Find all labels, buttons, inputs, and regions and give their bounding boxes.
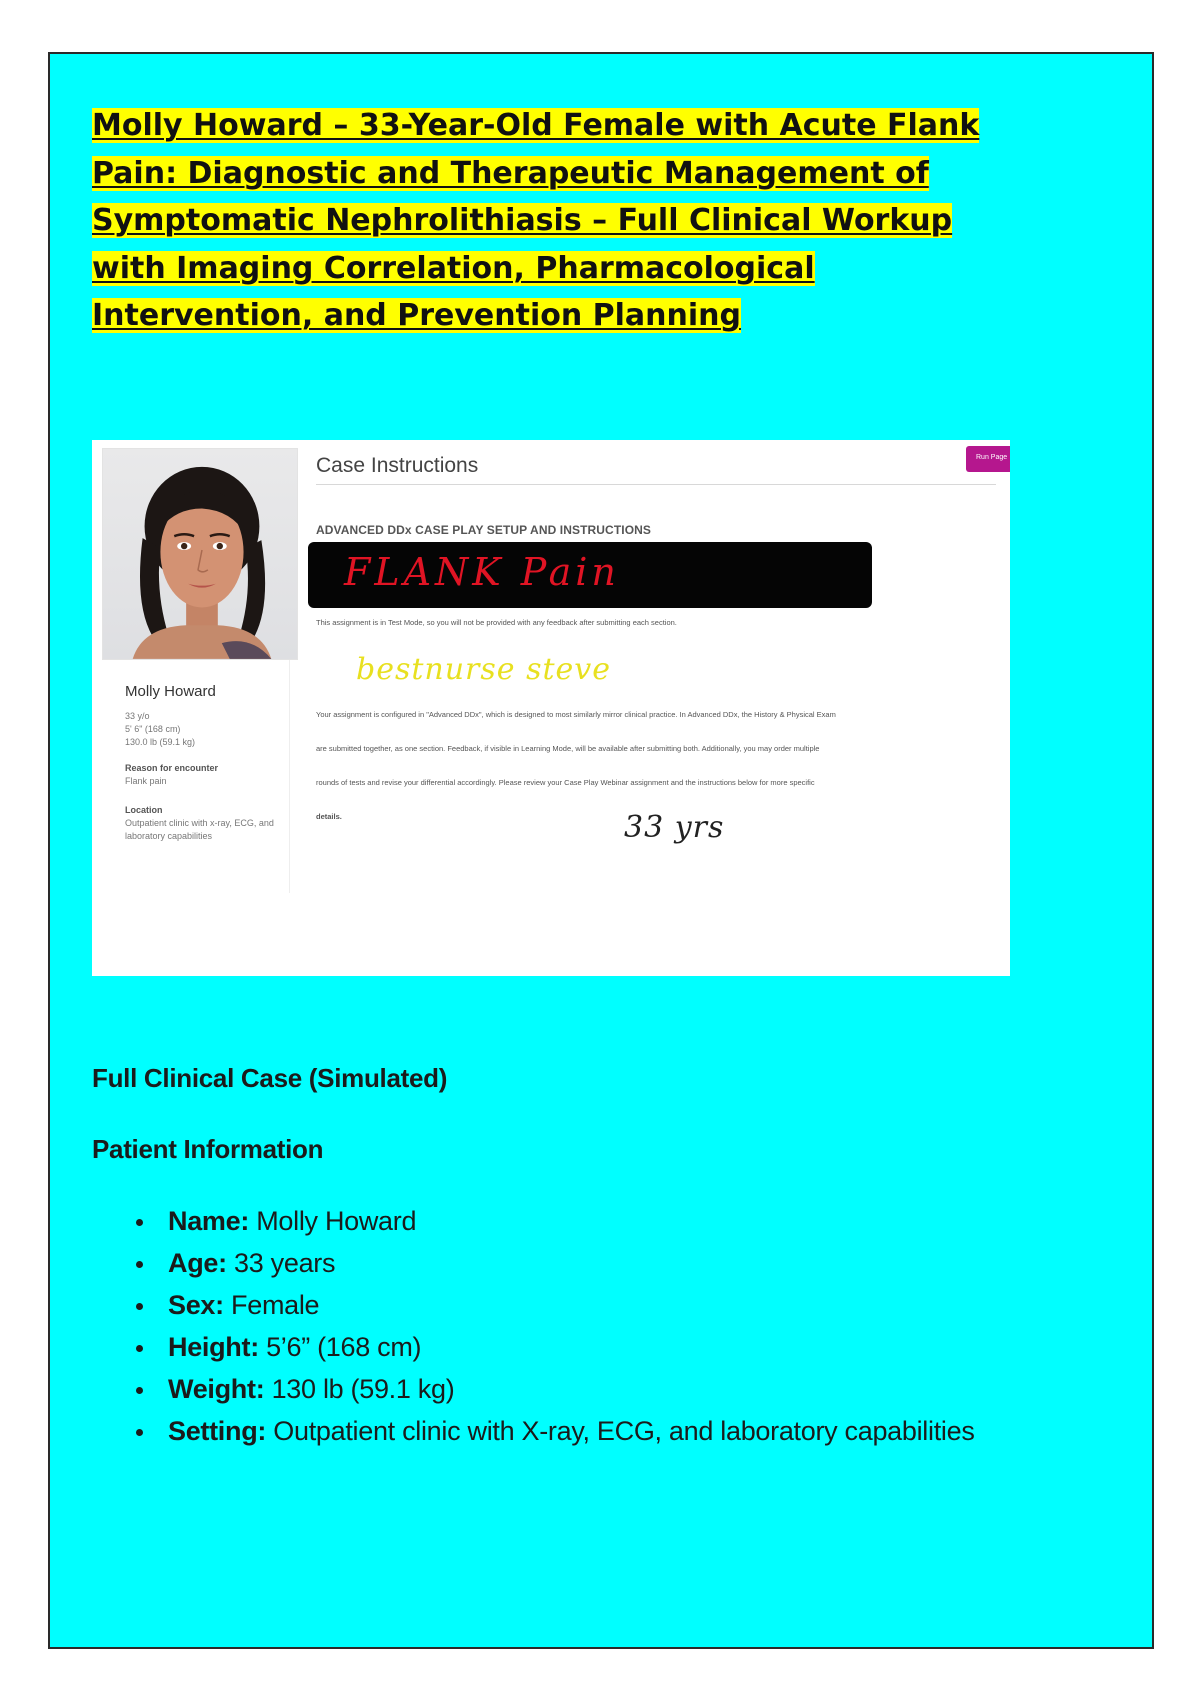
fact-age [168, 1242, 988, 1284]
fact-name [168, 1200, 988, 1242]
fact-label: Height: [168, 1332, 259, 1362]
fact-value: 5’6” (168 cm) [258, 1332, 422, 1362]
fact-height [168, 1326, 988, 1368]
fact-label: Age: [168, 1248, 227, 1278]
fact-value: Outpatient clinic with X-ray, ECG, and laboratory capabilities [266, 1416, 975, 1446]
case-instructions-panel [316, 440, 1010, 976]
patient-height: 5' 6" (168 cm) [125, 724, 181, 734]
handwriting-yellow: bestnurse steve [356, 652, 611, 687]
fact-setting [168, 1410, 988, 1452]
fact-value: 130 lb (59.1 kg) [264, 1374, 455, 1404]
reason-label: Reason for encounter [125, 763, 219, 773]
section-heading-patient: Patient Information [92, 1134, 324, 1164]
section-heading-case: Full Clinical Case (Simulated) [92, 1063, 448, 1093]
setup-heading: ADVANCED DDx CASE PLAY SETUP AND INSTRUCTIONS [316, 523, 651, 537]
fact-sex [168, 1284, 988, 1326]
location-value: Outpatient clinic with x-ray, ECG, and laboratory capabilities [125, 818, 274, 841]
reason-value: Flank pain [125, 776, 167, 786]
patient-portrait-image [103, 449, 297, 659]
fact-weight [168, 1368, 988, 1410]
embedded-screenshot [92, 440, 1010, 976]
patient-portrait [102, 448, 298, 660]
run-page-button[interactable]: Run Page [966, 446, 1010, 472]
instructions-line-2: are submitted together, as one section. Feedback, if visible in Learning Mode, will be available after submitting both. Additionally, you may order multiple [316, 744, 820, 753]
document-title-text: Molly Howard – 33-Year-Old Female with Acute Flank Pain: Diagnostic and Therapeutic Management of Symptomatic Nephrolithiasis – Full Clinical Workup with Imaging Correlation, Pharmacological Intervention, and Prevention Planning [92, 108, 980, 333]
case-instructions-title: Case Instructions [316, 454, 479, 477]
patient-sidebar [100, 448, 290, 893]
title-divider [316, 484, 996, 485]
instructions-line-4: details. [316, 812, 342, 821]
location-label: Location [125, 805, 163, 815]
fact-label: Weight: [168, 1374, 265, 1404]
fact-value: Molly Howard [249, 1206, 417, 1236]
handwriting-red: FLANK Pain [344, 550, 620, 594]
fact-value: 33 years [226, 1248, 336, 1278]
patient-facts-list [168, 1200, 988, 1452]
handwriting-dark: 33 yrs [624, 810, 725, 845]
patient-weight: 130.0 lb (59.1 kg) [125, 737, 196, 747]
instructions-line-1: Your assignment is configured in "Advanced DDx", which is designed to most similarly mirror clinical practice. In Advanced DDx, the History & Physical Exam [316, 710, 836, 719]
fact-label: Name: [168, 1206, 250, 1236]
fact-value: Female [223, 1290, 320, 1320]
document-title [92, 102, 1022, 340]
instructions-line-3: rounds of tests and revise your differential accordingly. Please review your Case Play Webinar assignment and the instructions below for more specific [316, 778, 815, 787]
fact-label: Sex: [168, 1290, 224, 1320]
test-mode-note: This assignment is in Test Mode, so you will not be provided with any feedback after submitting each section. [316, 618, 677, 627]
patient-age: 33 y/o [125, 711, 150, 721]
fact-label: Setting: [168, 1416, 267, 1446]
patient-name: Molly Howard [125, 683, 216, 700]
